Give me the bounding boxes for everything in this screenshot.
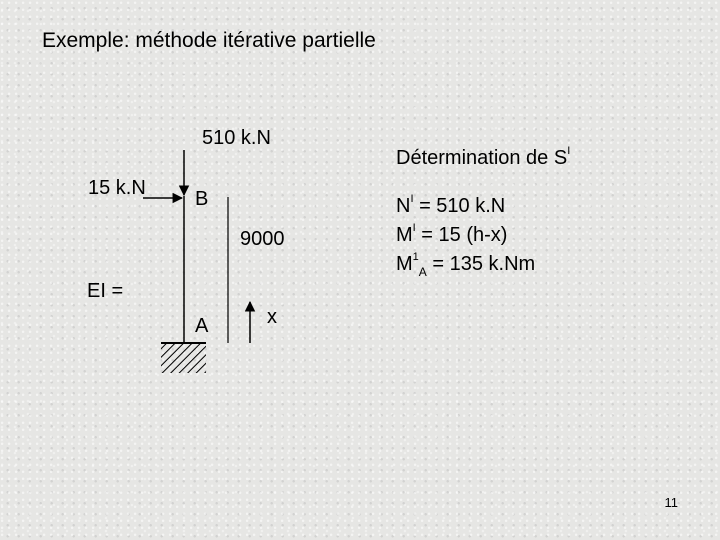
node-b-label: B: [195, 188, 209, 210]
equation-text: = 135 k.Nm: [426, 253, 536, 275]
equation-sup: I: [412, 222, 416, 234]
equation-line-1: [396, 193, 506, 217]
equation-prefix: M: [396, 224, 413, 246]
determination-heading-text: Détermination de S: [396, 147, 568, 169]
equation-text: = 15 (h-x): [415, 224, 508, 246]
equation-line-2: [396, 222, 508, 246]
equation-prefix: M: [396, 253, 413, 275]
height-value-label: 9000: [240, 228, 285, 250]
determination-heading-sup: I: [567, 145, 571, 157]
stiffness-label: EI =: [87, 280, 124, 302]
vertical-load-label: 510 k.N: [202, 127, 271, 149]
equation-sup: 1: [412, 251, 419, 263]
equation-sub: A: [418, 265, 427, 279]
slide-title: Exemple: méthode itérative partielle: [42, 29, 376, 52]
determination-heading: [396, 145, 571, 169]
equation-text: = 510 k.N: [413, 195, 506, 217]
equation-prefix: N: [396, 195, 411, 217]
node-a-label: A: [195, 315, 209, 337]
page-number: 11: [664, 495, 678, 510]
equation-line-3: [396, 251, 536, 279]
fixed-support-hatch: [161, 344, 206, 373]
horizontal-load-label: 15 k.N: [88, 177, 146, 199]
x-label: x: [267, 306, 277, 328]
equation-sup: I: [410, 193, 414, 205]
